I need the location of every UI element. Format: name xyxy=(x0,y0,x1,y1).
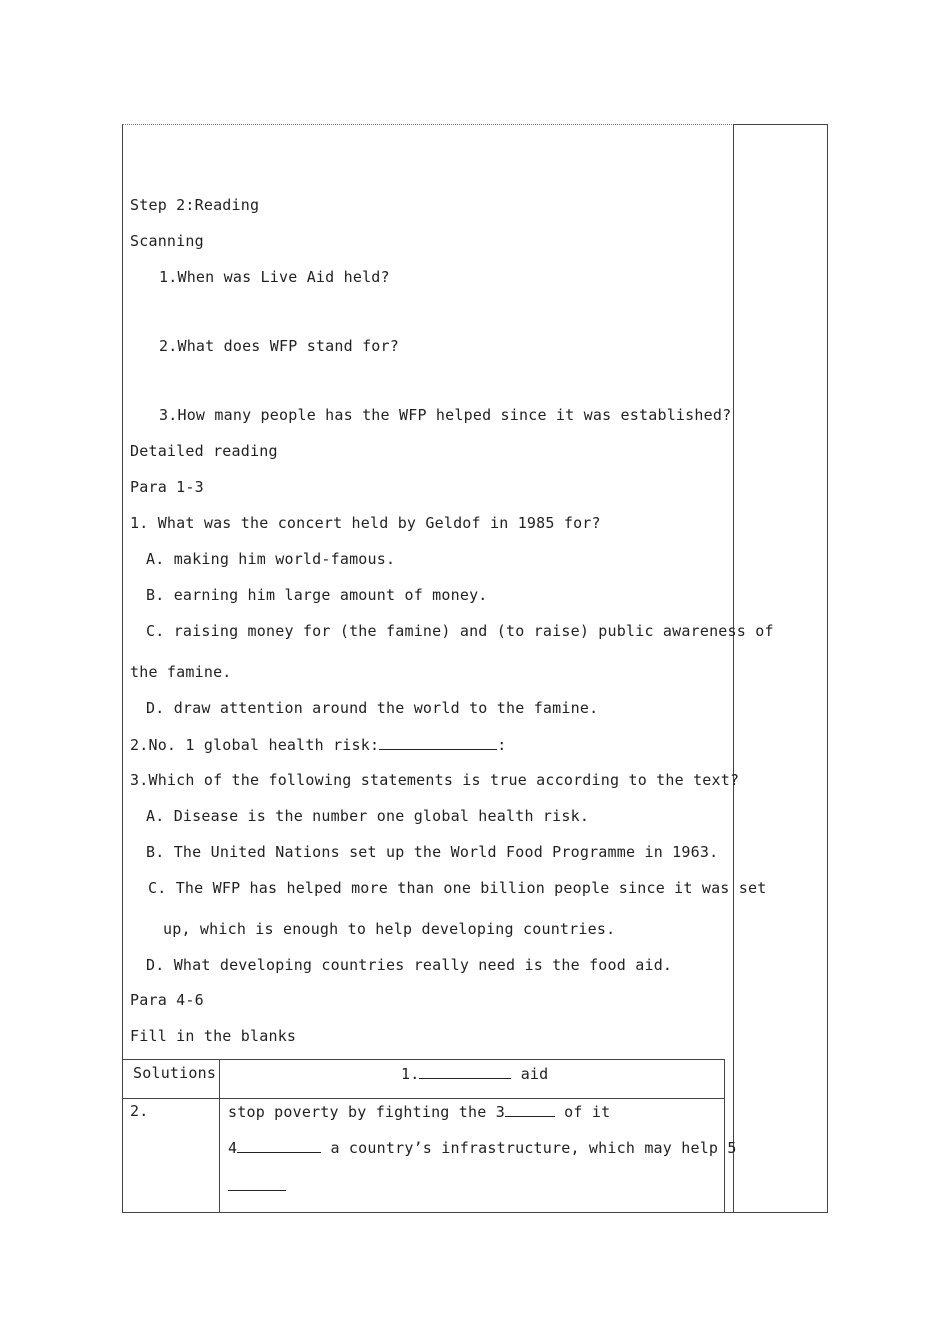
blank-1-number: 1. xyxy=(401,1065,420,1083)
para-4-6-label: Para 4-6 xyxy=(130,991,204,1009)
q1-option-b: B. earning him large amount of money. xyxy=(146,586,488,604)
table-row-number: 2. xyxy=(130,1102,149,1120)
detailed-question-2 xyxy=(130,735,506,754)
q3-option-a: A. Disease is the number one global health risk. xyxy=(146,807,590,825)
q3-option-d: D. What developing countries really need is the food aid. xyxy=(146,956,673,974)
scanning-question-2: 2.What does WFP stand for? xyxy=(159,337,399,355)
blank-3-suffix: of it xyxy=(564,1103,611,1121)
para-1-3-label: Para 1-3 xyxy=(130,478,204,496)
table-header-solutions: Solutions xyxy=(133,1064,217,1082)
blank-3-field[interactable] xyxy=(505,1102,555,1117)
blank-3-text: stop poverty by fighting the 3 xyxy=(228,1103,505,1121)
q1-option-d: D. draw attention around the world to the famine. xyxy=(146,699,599,717)
blank-4-field[interactable] xyxy=(237,1138,321,1153)
blank-5-field[interactable] xyxy=(228,1176,286,1191)
table-row-divider xyxy=(123,1098,724,1099)
detailed-question-3: 3.Which of the following statements is true according to the text? xyxy=(130,771,740,789)
q1-option-c-continued: the famine. xyxy=(130,663,232,681)
table-row-line-2 xyxy=(228,1138,737,1157)
q2-suffix: : xyxy=(497,736,507,754)
blank-1-suffix: aid xyxy=(520,1065,549,1083)
blank-1-field[interactable] xyxy=(419,1064,511,1079)
scanning-question-1: 1.When was Live Aid held? xyxy=(159,268,390,286)
q1-option-a: A. making him world-famous. xyxy=(146,550,396,568)
detailed-reading-heading: Detailed reading xyxy=(130,442,278,460)
table-header-blank-1 xyxy=(401,1064,548,1083)
detailed-question-1: 1. What was the concert held by Geldof in 1985 for? xyxy=(130,514,601,532)
column-divider xyxy=(733,124,734,1213)
q1-option-c: C. raising money for (the famine) and (to raise) public awareness of xyxy=(146,622,774,640)
q2-text: 2.No. 1 global health risk: xyxy=(130,736,380,754)
scanning-question-3: 3.How many people has the WFP helped since it was established? xyxy=(159,406,732,424)
step-title: Step 2:Reading xyxy=(130,196,260,214)
table-row-line-1 xyxy=(228,1102,610,1121)
q3-option-b: B. The United Nations set up the World Food Programme in 1963. xyxy=(146,843,719,861)
table-column-divider xyxy=(219,1060,220,1212)
q3-option-c: C. The WFP has helped more than one billion people since it was set xyxy=(148,879,767,897)
blank-4-number: 4 xyxy=(228,1139,238,1157)
q2-answer-blank[interactable] xyxy=(379,735,497,750)
fill-in-blanks-heading: Fill in the blanks xyxy=(130,1027,297,1045)
q3-option-c-continued: up, which is enough to help developing countries. xyxy=(163,920,616,938)
right-column-top-border xyxy=(733,124,828,125)
blank-4-text: a country’s infrastructure, which may help 5 xyxy=(330,1139,737,1157)
scanning-heading: Scanning xyxy=(130,232,204,250)
table-row-line-3 xyxy=(228,1176,286,1195)
